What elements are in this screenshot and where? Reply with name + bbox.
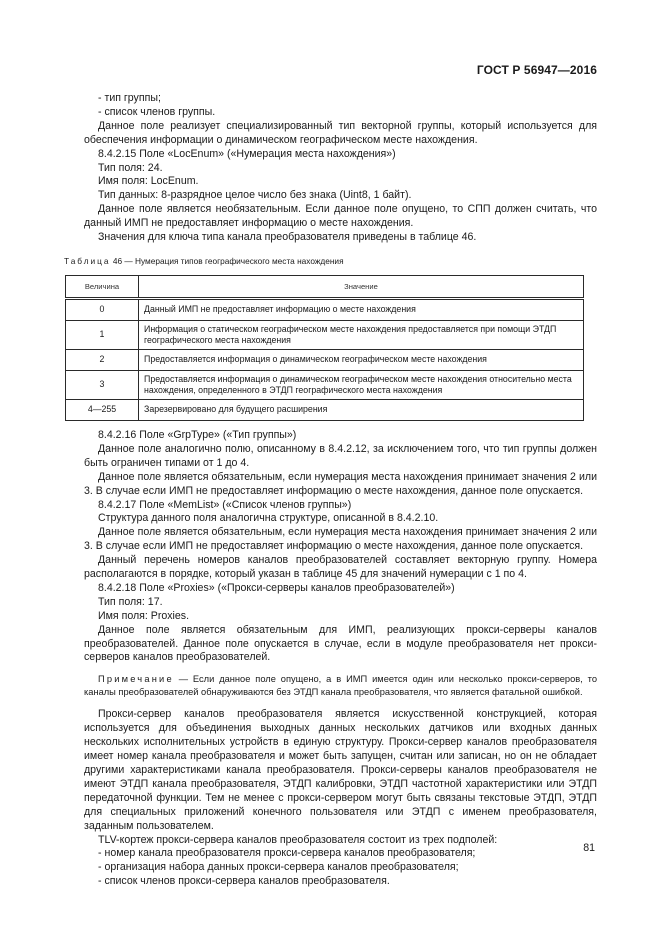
list-item: - список членов группы. xyxy=(98,105,216,118)
cell-meaning: Зарезервировано для будущего расширения xyxy=(139,399,584,420)
cell-value: 1 xyxy=(66,320,139,349)
note xyxy=(84,673,597,698)
note-label: Примечание xyxy=(98,674,174,685)
cell-value: 4—255 xyxy=(66,399,139,420)
cell-meaning: Данный ИМП не предоставляет информацию о месте нахождения xyxy=(139,298,584,320)
table-row xyxy=(66,399,584,420)
cell-meaning: Предоставляется информация о динамическом географическом месте нахождения относительно места нахождения, определенного в ЭТДП географического места нахождения xyxy=(139,370,584,399)
page-number: 81 xyxy=(583,842,595,854)
paragraph: Данное поле является обязательным, если нумерация места нахождения принимает значения 2 или 3. В случае если ИМП не предоставляет информацию о месте нахождения, данное поле опускается. xyxy=(84,470,597,497)
paragraph: Данное поле реализует специализированный тип векторной группы, который используется для обеспечения информации о динамическом географическом месте нахождения. xyxy=(84,119,597,146)
list-item: - тип группы; xyxy=(98,92,161,104)
table-row xyxy=(66,370,584,399)
table-caption-text: 46 — Нумерация типов географического места нахождения xyxy=(110,255,344,266)
paragraph: Данное поле является обязательным, если нумерация места нахождения принимает значения 2 или 3. В случае если ИМП не предоставляет информацию о месте нахождения, данное поле опускается. xyxy=(84,526,597,553)
note-text: — Если данное поле опущено, а в ИМП имеется один или несколько прокси-серверов, то каналы преобразователей обнаруживаются без ЭТДП канала преобразователя, что является фатальной ошибкой. xyxy=(84,674,597,697)
paragraph: Тип данных: 8-разрядное целое число без знака (Uint8, 1 байт). xyxy=(98,189,412,202)
section-mid xyxy=(84,429,597,665)
section-heading-8-4-2-15: 8.4.2.15 Поле «LocEnum» («Нумерация места нахождения») xyxy=(98,147,396,160)
column-header-meaning: Значение xyxy=(139,275,584,298)
section-heading-8-4-2-18: 8.4.2.18 Поле «Proxies» («Прокси-серверы каналов преобразователей») xyxy=(98,581,455,594)
paragraph: Тип поля: 17. xyxy=(98,595,163,608)
cell-meaning: Информация о статическом географическом месте нахождения предоставляется при помощи ЭТДП географического места нахождения xyxy=(139,320,584,349)
paragraph: Имя поля: LocEnum. xyxy=(98,175,199,188)
table-caption-label: Таблица xyxy=(64,255,111,266)
table-caption xyxy=(64,256,597,267)
cell-value: 0 xyxy=(66,298,139,320)
table-header-row xyxy=(66,275,584,298)
table-46 xyxy=(65,275,584,421)
paragraph: Значения для ключа типа канала преобразователя приведены в таблице 46. xyxy=(98,231,477,244)
table-row xyxy=(66,320,584,349)
standard-code-header: ГОСТ Р 56947—2016 xyxy=(476,63,597,77)
paragraph: Данное поле является необязательным. Если данное поле опущено, то СПП должен считать, что данный ИМП не предоставляет информацию о месте нахождения. xyxy=(84,203,597,230)
document-body xyxy=(64,92,597,889)
section-heading-8-4-2-17: 8.4.2.17 Поле «MemList» («Список членов группы») xyxy=(98,498,352,511)
paragraph: Данное поле является обязательным для ИМП, реализующих прокси-серверы каналов преобразователей. Данное поле опускается в случае, если в модуле преобразователя нет прокси-серверов каналов преобразователей. xyxy=(84,623,597,664)
list-item: - список членов прокси-сервера каналов преобразователя. xyxy=(98,875,390,888)
list-item: - номер канала преобразователя прокси-сервера каналов преобразователя; xyxy=(98,847,476,860)
paragraph: Прокси-сервер каналов преобразователя является искусственной конструкцией, которая используется для объединения выходных данных нескольких датчиков или входных данных нескольких исполнительных устройств в единую структуру. Прокси-сервер каналов преобразователя имеет номер канала преобразователя и может быть запущен, считан или записан, но он не обладает другими характеристиками канала преобразователя. Прокси-серверы каналов преобразователя не имеют ЭТДП канала преобразователя, ЭТДП калибровки, ЭТДП частотной характеристики или ЭТДП передаточной функции. Тем не менее с прокси-сервером могут быть связаны текстовые ЭТДП, ЭТДП для специальных приложений конечного пользователя или ЭТДП с именем преобразователя, заданным пользователем. xyxy=(84,708,597,832)
paragraph: Имя поля: Proxies. xyxy=(98,609,190,622)
paragraph: Структура данного поля аналогична структуре, описанной в 8.4.2.10. xyxy=(98,512,439,525)
cell-value: 3 xyxy=(66,370,139,399)
column-header-value: Величина xyxy=(66,275,139,298)
table-row xyxy=(66,298,584,320)
section-heading-8-4-2-16: 8.4.2.16 Поле «GrpType» («Тип группы») xyxy=(98,428,297,441)
paragraph: Тип поля: 24. xyxy=(98,161,163,174)
cell-meaning: Предоставляется информация о динамическом географическом месте нахождения xyxy=(139,349,584,370)
paragraph: Данное поле аналогично полю, описанному в 8.4.2.12, за исключением того, что тип группы должен быть ограничен типами от 1 до 4. xyxy=(84,442,597,469)
list-item: - организация набора данных прокси-сервера каналов преобразователя; xyxy=(98,861,459,874)
table-row xyxy=(66,349,584,370)
paragraph: Данный перечень номеров каналов преобразователей составляет векторную группу. Номера располагаются в порядке, который указан в таблице 45 для значений нумерации с 1 по 4. xyxy=(84,554,597,581)
paragraph: TLV-кортеж прокси-сервера каналов преобразователя состоит из трех подполей: xyxy=(98,833,498,846)
cell-value: 2 xyxy=(66,349,139,370)
